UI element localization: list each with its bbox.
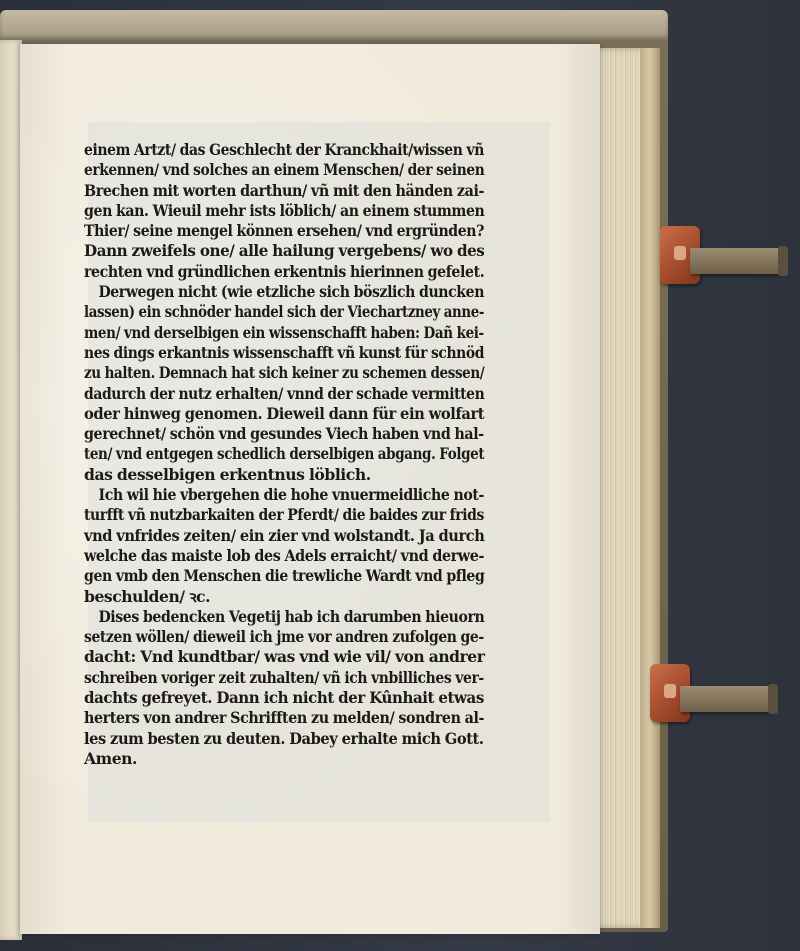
- text-line: nes dings erkantnis wissenschafft vñ kunst für schnöd: [84, 342, 485, 362]
- text-line: welche das maiste lob des Adels erraicht/ vnd derwe-: [84, 545, 484, 565]
- book-cover-top-edge: [0, 10, 668, 40]
- text-line: Thier/ seine mengel können ersehen/ vnd ergründen?: [84, 221, 484, 241]
- text-line: Ich wil hie vbergehen die hohe vnuermeidliche not-: [98, 485, 484, 505]
- text-line: ten/ vnd entgegen schedlich derselbigen abgang. Folget: [84, 444, 485, 464]
- clasp-strap-end: [778, 246, 788, 276]
- text-line: erkennen/ vnd solches an einem Menschen/ der seinen: [84, 160, 485, 180]
- text-line: Derwegen nicht (wie etzliche sich böszlich duncken: [98, 282, 485, 302]
- text-line: das desselbigen erkentnus löblich.: [84, 464, 371, 484]
- text-line: zu halten. Demnach hat sich keiner zu schemen dessen/: [84, 363, 485, 383]
- text-line: Dann zweifels one/ alle hailung vergebens/ wo des: [84, 241, 485, 261]
- page-text: [84, 140, 484, 769]
- text-line: turfft vñ nutzbarkaiten der Pferdt/ die baides zur frids: [84, 505, 484, 525]
- text-line: Dises bedencken Vegetij hab ich darumben hieuorn: [98, 606, 485, 626]
- text-line: herters von andrer Schrifften zu melden/ sondren al-: [84, 708, 485, 728]
- clasp-strap-end: [768, 684, 778, 714]
- fore-edge: [640, 48, 660, 928]
- text-line: dadurch der nutz erhalten/ vnnd der schade vermitten: [84, 383, 485, 403]
- text-line: schreiben voriger zeit zuhalten/ vñ ich vnbilliches ver-: [84, 667, 484, 687]
- text-line: dacht: Vnd kundtbar/ was vnd wie vil/ von andrer: [84, 647, 485, 667]
- text-line: men/ vnd derselbigen ein wissenschafft haben: Dañ kei-: [84, 322, 484, 342]
- text-line: rechten vnd gründlichen erkentnis hierinnen gefelet.: [84, 261, 485, 281]
- text-line: les zum besten zu deuten. Dabey erhalte mich Gott.: [84, 728, 484, 748]
- text-line: gen kan. Wieuil mehr ists löblich/ an einem stummen: [84, 200, 485, 220]
- text-line: dachts gefreyet. Dann ich nicht der Kûnhait etwas: [84, 688, 484, 708]
- text-line: Amen.: [84, 748, 138, 768]
- clasp-strap: [680, 686, 775, 712]
- text-line: vnd vnfrides zeiten/ ein zier vnd wolstandt. Ja durch: [84, 525, 485, 545]
- text-line: Brechen mit worten darthun/ vñ mit den händen zai-: [84, 180, 485, 200]
- facing-page-edge: [0, 40, 22, 940]
- text-line: setzen wöllen/ dieweil ich jme vor andren zufolgen ge-: [84, 627, 484, 647]
- text-line: lassen) ein schnöder handel sich der Viechartzney anne-: [84, 302, 485, 322]
- clasp-rivet: [674, 246, 686, 260]
- text-line: oder hinweg genomen. Dieweil dann für ein wolfart: [84, 403, 485, 423]
- text-line: beschulden/ ꝛc.: [84, 586, 211, 606]
- text-line: gerechnet/ schön vnd gesundes Viech haben vnd hal-: [84, 424, 484, 444]
- clasp-strap: [690, 248, 785, 274]
- text-line: gen vmb den Menschen die trewliche Wardt vnd pfleg: [84, 566, 485, 586]
- text-line: einem Artzt/ das Geschlecht der Kranckhait/wissen vñ: [84, 140, 484, 159]
- clasp-rivet: [664, 684, 676, 698]
